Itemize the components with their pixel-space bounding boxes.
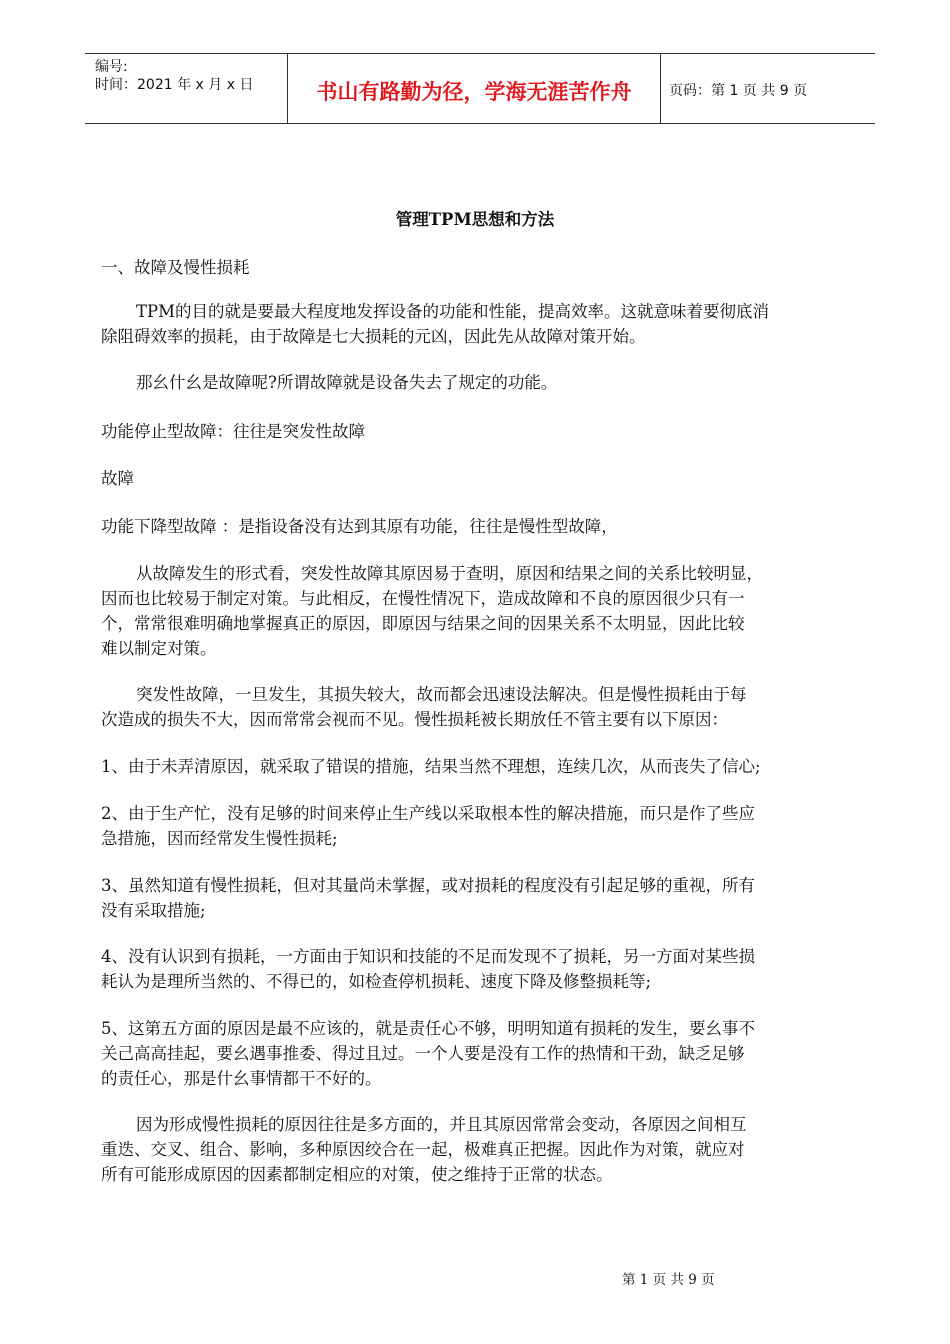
- document-title: 管理TPM思想和方法: [395, 210, 555, 229]
- text-line: 重迭、交叉、组合、影响，多种原因绞合在一起，极难真正把握。因此作为对策，就应对: [101, 1140, 745, 1159]
- paragraph: [101, 682, 896, 732]
- paragraph: [101, 419, 861, 444]
- text-line: 那幺什幺是故障呢?所谓故障就是设备失去了规定的功能。: [136, 373, 558, 392]
- paragraph: [101, 1112, 896, 1187]
- list-item: [101, 944, 861, 994]
- text-line: 功能停止型故障：往往是突发性故障: [101, 422, 365, 441]
- text-line: 因为形成慢性损耗的原因往往是多方面的，并且其原因常常会变动，各原因之间相互: [136, 1115, 747, 1134]
- section-heading: [101, 255, 861, 280]
- text-line: 的责任心，那是什幺事情都干不好的。: [101, 1069, 382, 1088]
- text-line: TPM的目的就是要最大程度地发挥设备的功能和性能，提高效率。这就意味着要彻底消: [136, 302, 770, 321]
- text-line: 一、故障及慢性损耗: [101, 258, 250, 277]
- paragraph: [101, 466, 861, 491]
- text-line: 难以制定对策。: [101, 639, 217, 658]
- text-line: 突发性故障，一旦发生，其损失较大，故而都会迅速设法解决。但是慢性损耗由于每: [136, 685, 747, 704]
- header-page-cell: [660, 54, 875, 123]
- text-line: 因而也比较易于制定对策。与此相反，在慢性情况下，造成故障和不良的原因很少只有一: [101, 589, 745, 608]
- text-line: 1、由于未弄清原因，就采取了错误的措施，结果当然不理想，连续几次，从而丧失了信心;: [101, 757, 761, 776]
- text-line: 3、虽然知道有慢性损耗，但对其量尚未掌握，或对损耗的程度没有引起足够的重视，所有: [101, 876, 755, 895]
- page-footer-number: 第 1 页 共 9 页: [622, 1272, 715, 1288]
- text-line: 2、由于生产忙，没有足够的时间来停止生产线以采取根本性的解决措施，而只是作了些应: [101, 804, 755, 823]
- header-motto-cell: [287, 54, 661, 123]
- text-line: 急措施，因而经常发生慢性损耗;: [101, 829, 338, 848]
- text-line: 次造成的损失不大，因而常常会视而不见。慢性损耗被长期放任不管主要有以下原因：: [101, 710, 728, 729]
- text-line: 除阻碍效率的损耗，由于故障是七大损耗的元凶，因此先从故障对策开始。: [101, 327, 646, 346]
- text-line: 5、这第五方面的原因是最不应该的，就是责任心不够，明明知道有损耗的发生，要幺事不: [101, 1019, 755, 1038]
- doc-time-label: 时间：2021 年 x 月 x 日: [95, 77, 254, 93]
- list-item: [101, 801, 861, 851]
- text-line: 没有采取措施;: [101, 901, 206, 920]
- header-page-number: 页码：第 1 页 共 9 页: [669, 83, 808, 99]
- doc-number-label: 编号:: [95, 59, 128, 75]
- paragraph: [101, 561, 896, 661]
- header-meta-cell: [85, 54, 287, 123]
- text-line: 功能下降型故障 ：是指设备没有达到其原有功能，往往是慢性型故障，: [101, 517, 618, 536]
- text-line: 所有可能形成原因的因素都制定相应的对策，使之维持于正常的状态。: [101, 1165, 613, 1184]
- list-item: [101, 873, 861, 923]
- header-motto: 书山有路勤为径，学海无涯苦作舟: [316, 80, 632, 104]
- list-item: [101, 754, 861, 779]
- text-line: 关己高高挂起，要幺遇事推委、得过且过。一个人要是没有工作的热情和干劲，缺乏足够: [101, 1044, 745, 1063]
- paragraph: [101, 514, 861, 539]
- paragraph: [101, 299, 896, 349]
- text-line: 故障: [101, 469, 134, 488]
- text-line: 从故障发生的形式看，突发性故障其原因易于查明，原因和结果之间的关系比较明显，: [136, 564, 763, 583]
- page-header: [85, 53, 875, 124]
- paragraph: [101, 370, 896, 395]
- text-line: 个，常常很难明确地掌握真正的原因，即原因与结果之间的因果关系不太明显，因此比较: [101, 614, 745, 633]
- list-item: [101, 1016, 861, 1091]
- text-line: 耗认为是理所当然的、不得已的，如检查停机损耗、速度下降及修整损耗等;: [101, 972, 652, 991]
- text-line: 4、没有认识到有损耗，一方面由于知识和技能的不足而发现不了损耗，另一方面对某些损: [101, 947, 755, 966]
